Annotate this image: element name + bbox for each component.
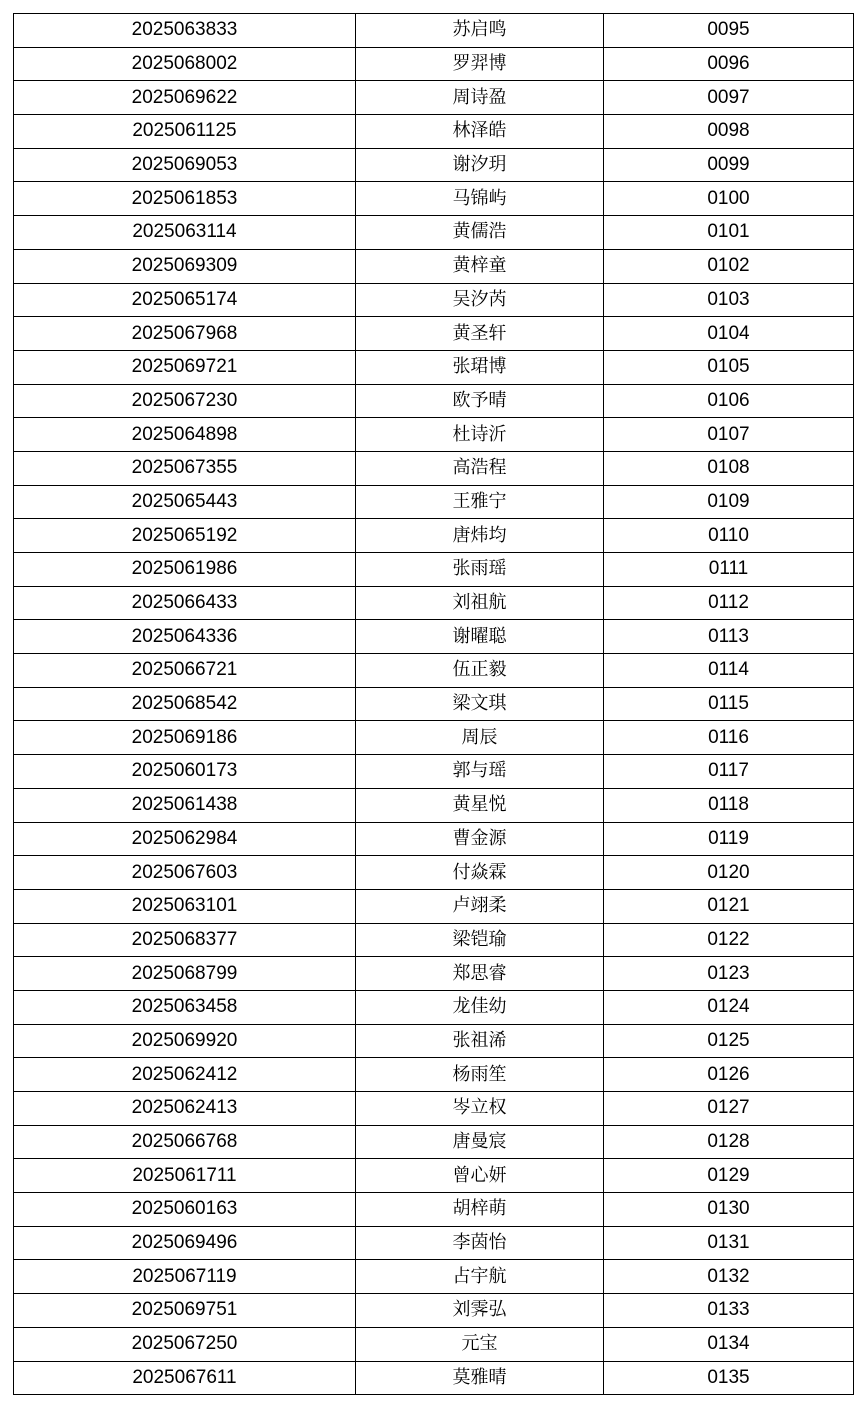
table-row	[14, 519, 854, 553]
cell-student-id: 2025069309	[14, 249, 356, 283]
table-row	[14, 923, 854, 957]
cell-student-name: 杜诗沂	[356, 418, 604, 452]
cell-student-name: 林泽皓	[356, 115, 604, 149]
cell-student-name: 张雨瑶	[356, 553, 604, 587]
cell-seat-number: 0098	[604, 115, 854, 149]
table-row	[14, 1024, 854, 1058]
cell-student-name: 周辰	[356, 721, 604, 755]
cell-seat-number: 0117	[604, 755, 854, 789]
cell-student-name: 曾心妍	[356, 1159, 604, 1193]
cell-seat-number: 0132	[604, 1260, 854, 1294]
cell-student-name: 周诗盈	[356, 81, 604, 115]
cell-seat-number: 0135	[604, 1361, 854, 1395]
table-row	[14, 822, 854, 856]
cell-student-name: 龙佳幼	[356, 990, 604, 1024]
table-row	[14, 1226, 854, 1260]
cell-seat-number: 0123	[604, 957, 854, 991]
cell-student-id: 2025068377	[14, 923, 356, 957]
cell-student-id: 2025069622	[14, 81, 356, 115]
table-row	[14, 350, 854, 384]
table-row	[14, 788, 854, 822]
cell-seat-number: 0106	[604, 384, 854, 418]
cell-student-name: 郭与瑶	[356, 755, 604, 789]
cell-student-id: 2025069496	[14, 1226, 356, 1260]
cell-student-name: 黄梓童	[356, 249, 604, 283]
cell-student-name: 卢翊柔	[356, 889, 604, 923]
cell-seat-number: 0100	[604, 182, 854, 216]
cell-student-id: 2025060173	[14, 755, 356, 789]
table-row	[14, 81, 854, 115]
table-row	[14, 687, 854, 721]
cell-student-id: 2025069751	[14, 1294, 356, 1328]
cell-student-id: 2025066768	[14, 1125, 356, 1159]
cell-student-id: 2025069053	[14, 148, 356, 182]
cell-student-id: 2025066721	[14, 654, 356, 688]
table-row	[14, 283, 854, 317]
cell-student-id: 2025063458	[14, 990, 356, 1024]
cell-seat-number: 0113	[604, 620, 854, 654]
cell-seat-number: 0104	[604, 317, 854, 351]
cell-student-id: 2025063114	[14, 216, 356, 250]
cell-seat-number: 0108	[604, 451, 854, 485]
table-row	[14, 856, 854, 890]
cell-student-name: 李茵怡	[356, 1226, 604, 1260]
cell-student-id: 2025061438	[14, 788, 356, 822]
cell-student-id: 2025061711	[14, 1159, 356, 1193]
cell-student-id: 2025061986	[14, 553, 356, 587]
table-row	[14, 1260, 854, 1294]
cell-student-name: 王雅宁	[356, 485, 604, 519]
cell-student-id: 2025062984	[14, 822, 356, 856]
cell-seat-number: 0127	[604, 1092, 854, 1126]
cell-seat-number: 0101	[604, 216, 854, 250]
cell-student-id: 2025067250	[14, 1327, 356, 1361]
cell-seat-number: 0107	[604, 418, 854, 452]
cell-seat-number: 0095	[604, 14, 854, 48]
table-row	[14, 115, 854, 149]
table-row	[14, 1125, 854, 1159]
table-row	[14, 451, 854, 485]
cell-seat-number: 0112	[604, 586, 854, 620]
cell-student-name: 马锦屿	[356, 182, 604, 216]
cell-student-name: 刘祖航	[356, 586, 604, 620]
table-row	[14, 485, 854, 519]
table-row	[14, 1193, 854, 1227]
cell-seat-number: 0114	[604, 654, 854, 688]
cell-student-id: 2025063833	[14, 14, 356, 48]
cell-student-name: 元宝	[356, 1327, 604, 1361]
cell-seat-number: 0122	[604, 923, 854, 957]
cell-student-id: 2025067355	[14, 451, 356, 485]
cell-student-name: 伍正毅	[356, 654, 604, 688]
cell-student-name: 郑思睿	[356, 957, 604, 991]
cell-seat-number: 0096	[604, 47, 854, 81]
cell-seat-number: 0121	[604, 889, 854, 923]
cell-seat-number: 0119	[604, 822, 854, 856]
table-row	[14, 182, 854, 216]
cell-seat-number: 0103	[604, 283, 854, 317]
table-row	[14, 1327, 854, 1361]
cell-seat-number: 0105	[604, 350, 854, 384]
table-row	[14, 755, 854, 789]
cell-student-id: 2025068542	[14, 687, 356, 721]
cell-student-name: 胡梓萌	[356, 1193, 604, 1227]
cell-student-id: 2025067611	[14, 1361, 356, 1395]
cell-student-name: 唐曼宸	[356, 1125, 604, 1159]
cell-student-name: 苏启鸣	[356, 14, 604, 48]
cell-student-name: 梁铠瑜	[356, 923, 604, 957]
cell-student-name: 吴汐芮	[356, 283, 604, 317]
cell-student-name: 刘霁弘	[356, 1294, 604, 1328]
cell-seat-number: 0125	[604, 1024, 854, 1058]
cell-seat-number: 0111	[604, 553, 854, 587]
cell-student-name: 梁文琪	[356, 687, 604, 721]
cell-student-name: 谢曜聪	[356, 620, 604, 654]
cell-student-id: 2025065192	[14, 519, 356, 553]
cell-student-id: 2025066433	[14, 586, 356, 620]
cell-student-name: 谢汐玥	[356, 148, 604, 182]
cell-student-name: 唐炜均	[356, 519, 604, 553]
table-row	[14, 47, 854, 81]
table-row	[14, 1092, 854, 1126]
cell-student-id: 2025069721	[14, 350, 356, 384]
table-row	[14, 620, 854, 654]
cell-student-id: 2025068799	[14, 957, 356, 991]
cell-student-name: 岑立权	[356, 1092, 604, 1126]
table-row	[14, 889, 854, 923]
cell-student-id: 2025064898	[14, 418, 356, 452]
cell-student-name: 占宇航	[356, 1260, 604, 1294]
table-row	[14, 249, 854, 283]
document-page	[13, 13, 853, 1395]
cell-student-id: 2025062412	[14, 1058, 356, 1092]
table-row	[14, 418, 854, 452]
cell-student-id: 2025062413	[14, 1092, 356, 1126]
cell-seat-number: 0124	[604, 990, 854, 1024]
cell-student-name: 欧予晴	[356, 384, 604, 418]
cell-student-id: 2025065443	[14, 485, 356, 519]
cell-student-id: 2025061125	[14, 115, 356, 149]
table-row	[14, 1294, 854, 1328]
cell-student-name: 黄星悦	[356, 788, 604, 822]
cell-student-id: 2025060163	[14, 1193, 356, 1227]
table-row	[14, 1361, 854, 1395]
table-row	[14, 721, 854, 755]
cell-student-id: 2025068002	[14, 47, 356, 81]
cell-student-id: 2025067119	[14, 1260, 356, 1294]
table-row	[14, 990, 854, 1024]
cell-student-name: 杨雨笙	[356, 1058, 604, 1092]
cell-student-name: 莫雅晴	[356, 1361, 604, 1395]
table-row	[14, 1159, 854, 1193]
cell-seat-number: 0099	[604, 148, 854, 182]
cell-seat-number: 0109	[604, 485, 854, 519]
table-row	[14, 654, 854, 688]
cell-student-id: 2025069920	[14, 1024, 356, 1058]
cell-seat-number: 0097	[604, 81, 854, 115]
cell-seat-number: 0115	[604, 687, 854, 721]
table-row	[14, 14, 854, 48]
cell-seat-number: 0134	[604, 1327, 854, 1361]
cell-seat-number: 0118	[604, 788, 854, 822]
cell-student-name: 付焱霖	[356, 856, 604, 890]
cell-student-id: 2025067968	[14, 317, 356, 351]
roster-table-body	[14, 14, 854, 1395]
cell-seat-number: 0126	[604, 1058, 854, 1092]
table-row	[14, 957, 854, 991]
cell-student-id: 2025063101	[14, 889, 356, 923]
cell-seat-number: 0128	[604, 1125, 854, 1159]
cell-student-name: 曹金源	[356, 822, 604, 856]
cell-seat-number: 0129	[604, 1159, 854, 1193]
cell-student-name: 张祖浠	[356, 1024, 604, 1058]
cell-student-id: 2025069186	[14, 721, 356, 755]
roster-table	[13, 13, 854, 1395]
table-row	[14, 586, 854, 620]
table-row	[14, 553, 854, 587]
table-row	[14, 384, 854, 418]
table-row	[14, 216, 854, 250]
cell-student-name: 罗羿博	[356, 47, 604, 81]
cell-seat-number: 0133	[604, 1294, 854, 1328]
cell-seat-number: 0102	[604, 249, 854, 283]
table-row	[14, 1058, 854, 1092]
cell-student-id: 2025061853	[14, 182, 356, 216]
cell-student-name: 黄儒浩	[356, 216, 604, 250]
cell-student-name: 黄圣轩	[356, 317, 604, 351]
cell-seat-number: 0130	[604, 1193, 854, 1227]
cell-seat-number: 0120	[604, 856, 854, 890]
cell-seat-number: 0110	[604, 519, 854, 553]
cell-student-id: 2025067603	[14, 856, 356, 890]
cell-seat-number: 0131	[604, 1226, 854, 1260]
cell-seat-number: 0116	[604, 721, 854, 755]
cell-student-id: 2025067230	[14, 384, 356, 418]
cell-student-id: 2025065174	[14, 283, 356, 317]
table-row	[14, 317, 854, 351]
cell-student-name: 张珺博	[356, 350, 604, 384]
table-row	[14, 148, 854, 182]
cell-student-name: 高浩程	[356, 451, 604, 485]
cell-student-id: 2025064336	[14, 620, 356, 654]
